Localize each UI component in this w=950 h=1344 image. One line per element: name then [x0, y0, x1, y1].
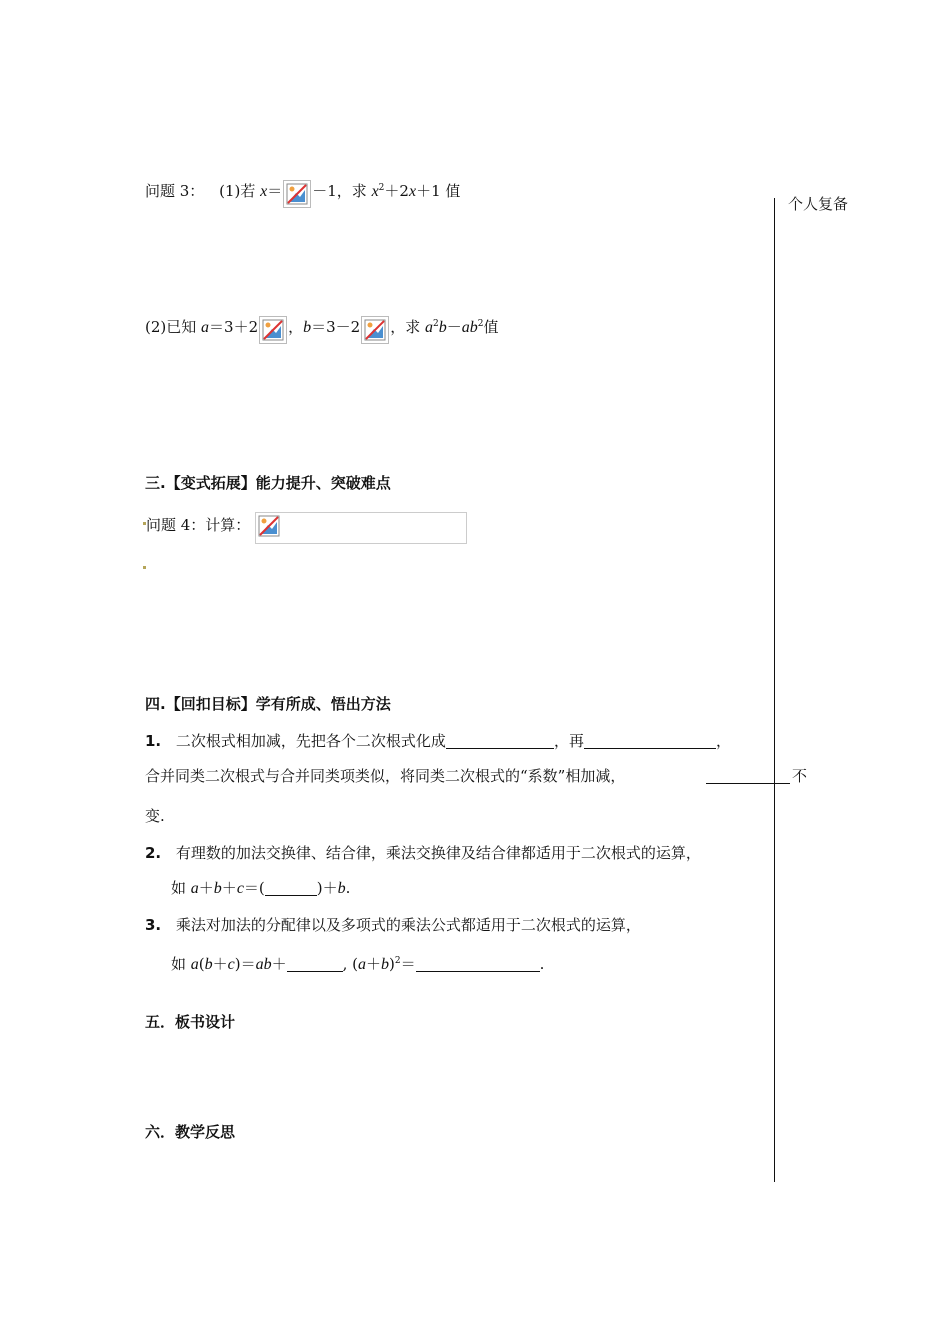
var-c: c [236, 880, 244, 897]
item-1-line-3: 变. [145, 807, 165, 825]
side-note: 个人复备 [788, 195, 849, 213]
period: . [345, 879, 351, 897]
var-b: b [204, 956, 213, 973]
question-4 [146, 512, 467, 544]
plus: ＋ [221, 879, 237, 897]
expr-a: a [461, 319, 470, 336]
formula-image-box [255, 512, 467, 544]
close-paren: ) [389, 955, 395, 973]
item-2-text: 有理数的加法交换律、结合律，乘法交换律及结合律都适用于二次根式的运算， [175, 844, 701, 862]
section-6-title: 六．教学反思 [145, 1123, 236, 1141]
item-1-text-c: ， [715, 732, 731, 750]
expr-b: b [469, 319, 478, 336]
plus: ＋ [198, 879, 214, 897]
equals: ＝ [400, 955, 416, 973]
section-4-title: 四.【回扣目标】学有所成、悟出方法 [145, 695, 391, 713]
item-1-number: 1. [145, 732, 162, 750]
exponent: 2 [378, 183, 385, 193]
question-3-part-2 [145, 314, 499, 344]
var-x-squared: x [371, 183, 379, 200]
open-paren: ( [198, 955, 205, 973]
q3-part1-prefix: (1)若 [219, 182, 261, 200]
comma: ， [288, 318, 304, 336]
equals: ＝ [267, 182, 283, 200]
anchor-dot [143, 522, 146, 525]
var-b: b [213, 880, 222, 897]
item-3-text: 乘法对加法的分配律以及多项式的乘法公式都适用于二次根式的运算， [175, 916, 641, 934]
item-3-number: 3. [145, 916, 162, 934]
var-b: b [381, 956, 390, 973]
value-word: 值 [483, 318, 499, 336]
plus: ＋ [212, 955, 228, 973]
var-a: a [190, 956, 199, 973]
close-equals: )＝ [234, 955, 256, 973]
period: . [539, 955, 545, 973]
item-2-line-1 [145, 843, 701, 863]
var-ab: ab [255, 956, 272, 973]
broken-image-icon [259, 316, 287, 344]
var-b: b [303, 319, 312, 336]
var-c: c [227, 956, 235, 973]
answer-blank[interactable] [287, 955, 343, 972]
ask-text: ，求 [390, 318, 426, 336]
answer-blank[interactable] [416, 955, 540, 972]
broken-image-icon [283, 180, 311, 208]
item-1-line-2-text: 合并同类二次根式与合并同类项类似，将同类二次根式的“系数”相加减， [145, 767, 626, 785]
var-a: a [190, 880, 199, 897]
expr-a: a [425, 319, 434, 336]
answer-blank[interactable] [706, 767, 790, 784]
plus-two: ＋2 [384, 182, 409, 200]
item-1-line-1 [145, 731, 731, 751]
item-1-line-2 [145, 766, 625, 786]
var-a: a [358, 956, 367, 973]
minus: － [446, 318, 462, 336]
var-x-2: x [408, 183, 417, 200]
margin-divider-line [774, 198, 775, 1182]
item-2-number: 2. [145, 844, 162, 862]
item-3-line-1 [145, 915, 641, 935]
q3-part2-prefix: (2)已知 [145, 318, 202, 336]
b-value: ＝3－2 [311, 318, 361, 336]
item-1-text-b: ，再 [553, 732, 584, 750]
var-x: x [260, 183, 268, 200]
section-3-title: 三.【变式拓展】能力提升、突破难点 [145, 474, 391, 492]
item-2-example [171, 878, 350, 899]
item-1-text-a: 二次根式相加减，先把各个二次根式化成 [175, 732, 446, 750]
exponent: 2 [433, 319, 439, 329]
a-value: ＝3＋2 [209, 318, 259, 336]
answer-blank[interactable] [265, 879, 317, 896]
anchor-dot [143, 566, 146, 569]
exponent: 2 [477, 319, 484, 329]
item-3-example [171, 951, 544, 975]
var-a: a [201, 319, 210, 336]
answer-blank[interactable] [584, 732, 716, 749]
q3-label: 问题 3： [145, 182, 205, 200]
question-3-part-1 [145, 178, 460, 208]
example-prefix: 如 [171, 955, 191, 973]
section-5-title: 五．板书设计 [145, 1013, 236, 1031]
expr-b: b [438, 319, 447, 336]
plus: ＋ [271, 955, 287, 973]
answer-blank[interactable] [446, 732, 554, 749]
minus-one-text: －1，求 [312, 182, 372, 200]
plus-one-value: ＋1 值 [416, 182, 461, 200]
equals-open: ＝( [243, 879, 265, 897]
plus: ＋ [366, 955, 382, 973]
item-1-tail: 不 [792, 767, 808, 785]
broken-image-icon [361, 316, 389, 344]
q4-label: 问题 4：计算： [146, 516, 251, 534]
var-b: b [337, 880, 346, 897]
example-prefix: 如 [171, 879, 191, 897]
separator: , ( [342, 955, 359, 973]
close-plus: )＋ [316, 879, 338, 897]
exponent: 2 [394, 956, 401, 966]
